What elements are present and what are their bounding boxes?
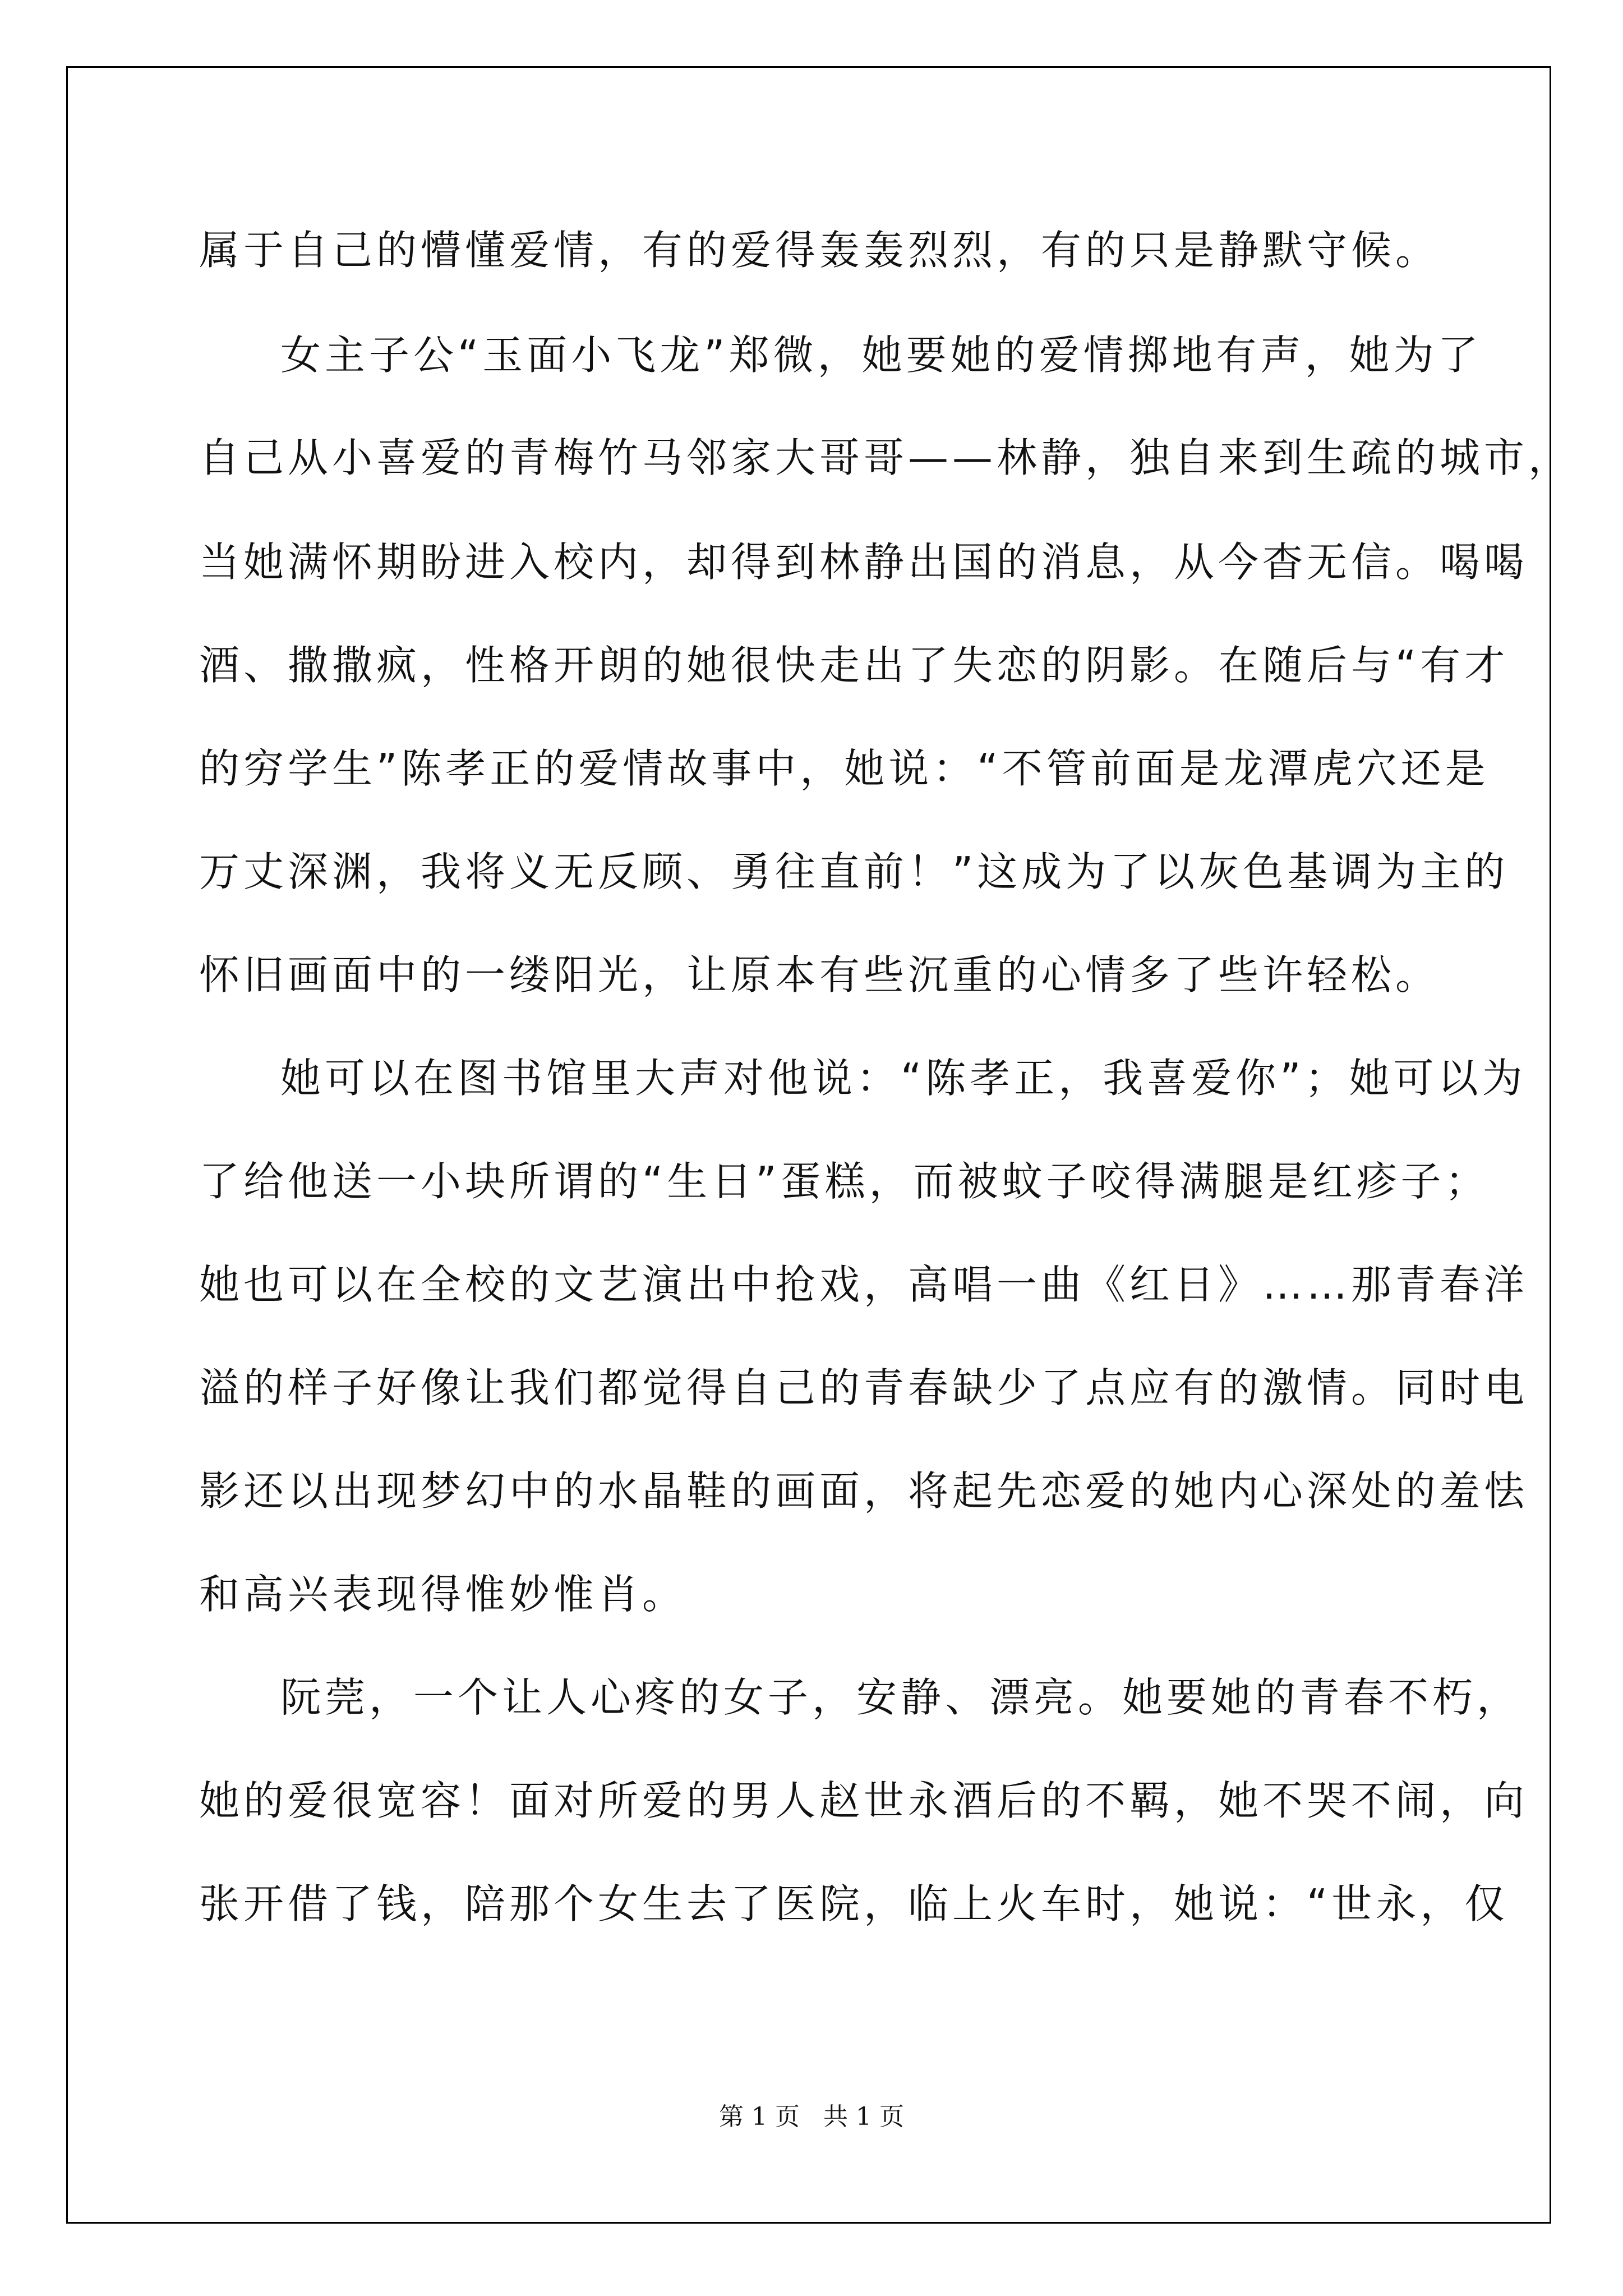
text-line: 酒、撒撒疯，性格开朗的她很快走出了失恋的阴影。在随后与“有才 — [199, 642, 1509, 689]
paragraph-start-line: 女主子公“玉面小飞龙”郑微，她要她的爱情掷地有声，她为了 — [280, 332, 1482, 379]
text-line: 她也可以在全校的文艺演出中抢戏，高唱一曲《红日》……那青春洋 — [199, 1261, 1529, 1308]
text-line: 属于自己的懵懂爱情，有的爱得轰轰烈烈，有的只是静默守候。 — [199, 227, 1440, 274]
text-line: 怀旧画面中的一缕阳光，让原本有些沉重的心情多了些许轻松。 — [199, 951, 1440, 999]
text-line: 她的爱很宽容！面对所爱的男人赵世永酒后的不羁，她不哭不闹，向 — [199, 1777, 1529, 1824]
text-line: 了给他送一小块所谓的“生日”蛋糕，而被蚊子咬得满腿是红疹子； — [199, 1158, 1490, 1205]
text-line: 的穷学生”陈孝正的爱情故事中，她说：“不管前面是龙潭虎穴还是 — [199, 745, 1490, 792]
text-line: 万丈深渊，我将义无反顾、勇往直前！”这成为了以灰色基调为主的 — [199, 848, 1509, 895]
paragraph-start-line: 她可以在图书馆里大声对他说：“陈孝正，我喜爱你”；她可以为 — [280, 1055, 1527, 1102]
text-line: 和高兴表现得惟妙惟肖。 — [199, 1571, 687, 1618]
text-line: 影还以出现梦幻中的水晶鞋的画面，将起先恋爱的她内心深处的羞怯 — [199, 1467, 1529, 1515]
text-line: 自己从小喜爱的青梅竹马邻家大哥哥——林静，独自来到生疏的城市， — [199, 434, 1573, 481]
text-line: 当她满怀期盼进入校内，却得到林静出国的消息，从今杳无信。喝喝 — [199, 539, 1529, 586]
page-footer: 第 1 页 共 1 页 — [719, 2102, 904, 2131]
text-line: 溢的样子好像让我们都觉得自己的青春缺少了点应有的激情。同时电 — [199, 1364, 1529, 1411]
text-line: 张开借了钱，陪那个女生去了医院，临上火车时，她说：“世永，仅 — [199, 1880, 1509, 1927]
paragraph-start-line: 阮莞，一个让人心疼的女子，安静、漂亮。她要她的青春不朽， — [280, 1674, 1521, 1721]
